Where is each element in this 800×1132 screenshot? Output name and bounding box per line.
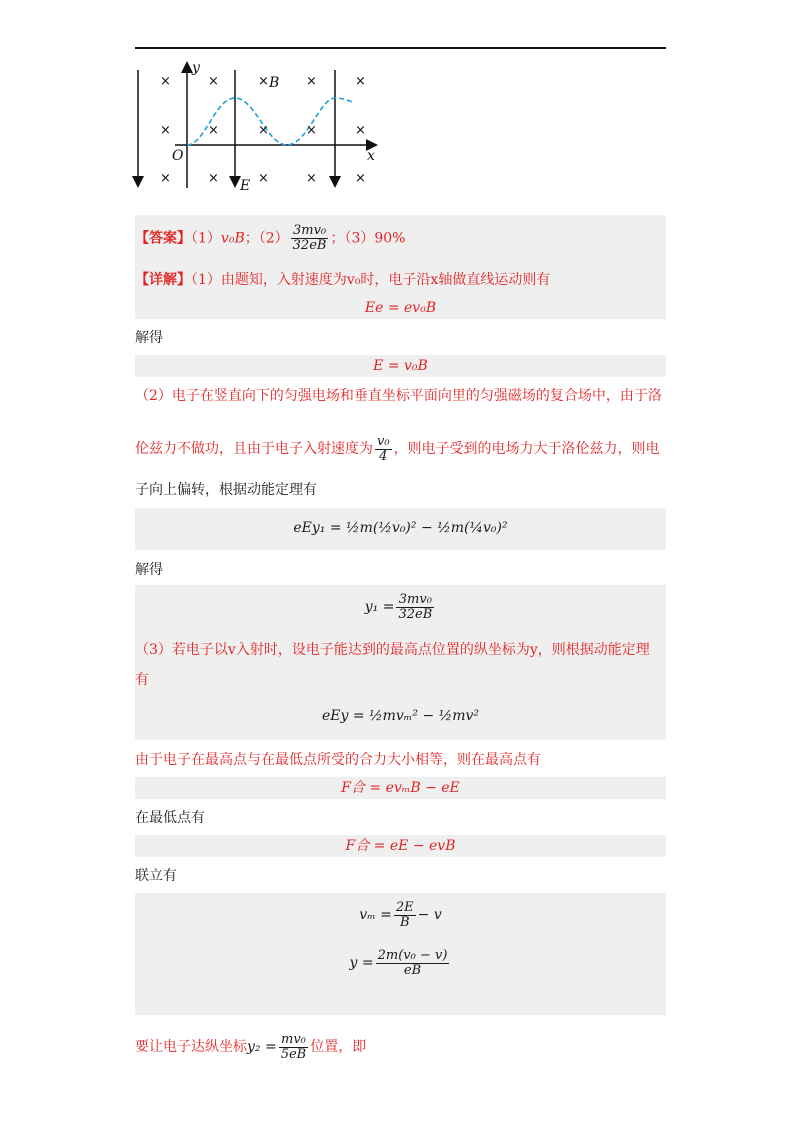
field-mark: × — [208, 171, 219, 186]
field-mark: × — [258, 74, 269, 89]
field-mark: × — [355, 123, 366, 138]
answer-line: 【答案】（1）v₀B；（2） $\frac{\text{3mv₀}}{32eB}$ ；（3）90% — [135, 223, 406, 253]
equation-8: vₘ = $\frac{2E}{B}$ − v — [359, 899, 442, 930]
field-mark: × — [258, 123, 269, 138]
part2-line-3: 子向上偏转，根据动能定理有 — [135, 482, 317, 498]
e-field-label: E — [240, 178, 251, 194]
y-axis-label: y — [192, 60, 200, 76]
field-mark: × — [355, 171, 366, 186]
answer-fraction: $\frac{\text{3mv₀}}{32eB}$ — [292, 223, 327, 253]
part2-line-2: 伦兹力不做功，且由于电子入射速度为 $\frac{\text{v₀}}{4}$ ，则电子受到的电场力大于洛伦兹力，则电 — [135, 433, 660, 464]
equation-7: F合 = eE − evB — [345, 838, 456, 854]
field-diagram — [130, 60, 390, 200]
header-rule — [135, 47, 666, 49]
field-mark: × — [208, 74, 219, 89]
field-mark: × — [160, 171, 171, 186]
part3-line-1: （3）若电子以v入射时，设电子能达到的最高点位置的纵坐标为y，则根据动能定理 — [135, 642, 650, 658]
equation-1: Ee = ev₀B — [364, 300, 437, 316]
equation-5: eEy = ½mvₘ² − ½mv² — [322, 708, 479, 724]
part3-line-2: 有 — [135, 672, 149, 688]
solve-label-1: 解得 — [135, 330, 163, 346]
paragraph-7: 要让电子达纵坐标y₂ = $\frac{\text{mv₀}}{5eB}$ 位置，即 — [135, 1031, 367, 1062]
paragraph-4: 由于电子在最高点与在最低点所受的合力大小相等，则在最高点有 — [135, 752, 541, 768]
part2-line-1: （2）电子在竖直向下的匀强电场和垂直坐标平面向里的匀强磁场的复合场中，由于洛 — [135, 388, 662, 404]
field-mark: × — [306, 74, 317, 89]
field-mark: × — [208, 123, 219, 138]
answer-tag: 【答案】 — [135, 230, 191, 247]
equation-9: y = $\frac{\text{2m(v₀ − v)}}{eB}$ — [349, 947, 448, 978]
detail-line-1: 【详解】（1）由题知，入射速度为v₀时，电子沿x轴做直线运动则有 — [135, 272, 551, 288]
field-mark: × — [306, 123, 317, 138]
field-mark: × — [160, 123, 171, 138]
equation-4: y₁ = $\frac{\text{3mv₀}}{32eB}$ — [364, 591, 433, 622]
origin-label: O — [172, 148, 184, 164]
equation-2: E = v₀B — [373, 358, 428, 374]
solve-label-2: 解得 — [135, 562, 163, 578]
paragraph-6: 联立有 — [135, 868, 177, 884]
field-mark: × — [355, 74, 366, 89]
b-field-label: B — [269, 75, 280, 91]
equation-6: F合 = evₘB − eE — [341, 780, 460, 796]
equation-3: eEy₁ = ½m(½v₀)² − ½m(¼v₀)² — [293, 520, 508, 536]
detail-tag: 【详解】 — [135, 272, 191, 288]
field-mark: × — [258, 171, 269, 186]
field-mark: × — [160, 74, 171, 89]
field-mark: × — [306, 171, 317, 186]
x-axis-label: x — [367, 148, 375, 164]
paragraph-5: 在最低点有 — [135, 810, 205, 826]
